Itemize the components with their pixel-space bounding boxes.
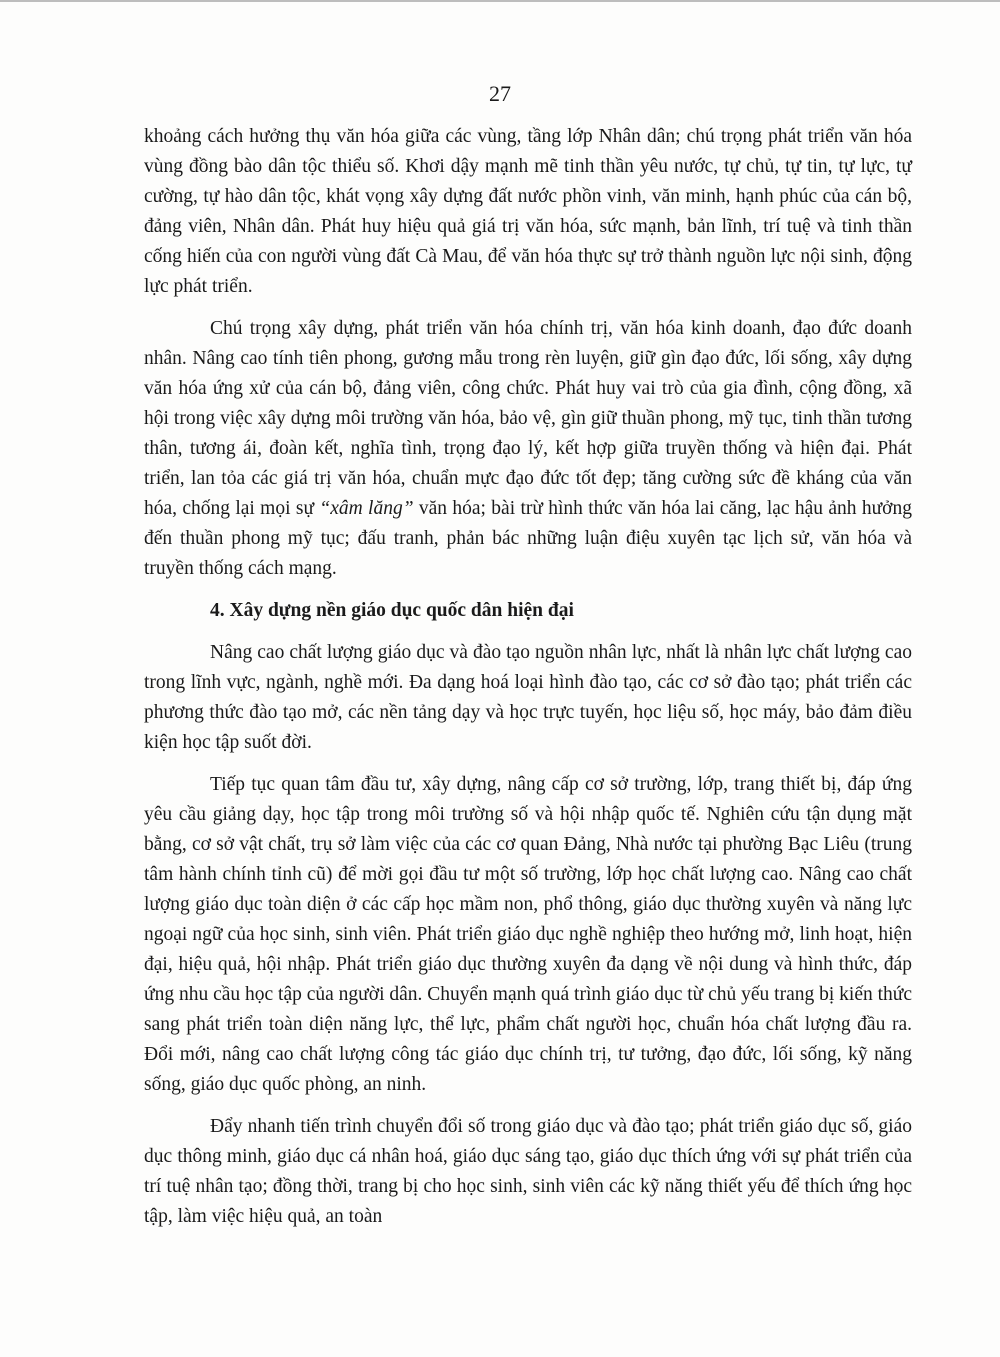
paragraph-text: Chú trọng xây dựng, phát triển văn hóa chính trị, văn hóa kinh doanh, đạo đức doanh nhân. Nâng cao tính tiên phong, gương mẫu trong rèn luyện, giữ gìn đạo đức, lối sống, xây dựng văn hóa ứng xử của cán bộ, đảng viên, công chức. Phát huy vai trò của gia đình, cộng đồng, xã hội trong việc xây dựng môi trường văn hóa, bảo vệ, gìn giữ thuần phong, mỹ tục, tinh thần tương thân, tương ái, đoàn kết, nghĩa tình, trọng đạo lý, kết hợp giữa truyền thống và hiện đại. Phát triển, lan tỏa các giá trị văn hóa, chuẩn mực đạo đức tốt đẹp; tăng cường sức đề kháng của văn hóa, chống lại mọi sự (144, 318, 912, 519)
paragraph-education-quality: Nâng cao chất lượng giáo dục và đào tạo nguồn nhân lực, nhất là nhân lực chất lượng cao trong lĩnh vực, ngành, nghề mới. Đa dạng hoá loại hình đào tạo, các cơ sở đào tạo; phát triển các phương thức đào tạo mở, các nền tảng dạy và học trực tuyến, học liệu số, học máy, bảo đảm điều kiện học tập suốt đời. (144, 642, 912, 753)
paragraph-culture-continuation: khoảng cách hưởng thụ văn hóa giữa các vùng, tầng lớp Nhân dân; chú trọng phát triển văn hóa vùng đồng bào dân tộc thiểu số. Khơi dậy mạnh mẽ tinh thần yêu nước, tự chủ, tự tin, tự lực, tự cường, tự hào dân tộc, khát vọng xây dựng đất nước phồn vinh, văn minh, hạnh phúc của cán bộ, đảng viên, Nhân dân. Phát huy hiệu quả giá trị văn hóa, sức mạnh, bản lĩnh, trí tuệ và tinh thần cống hiến của con người vùng đất Cà Mau, để văn hóa thực sự trở thành nguồn lực nội sinh, động lực phát triển. (144, 126, 912, 297)
document-body (144, 122, 912, 1244)
paragraph-education-investment: Tiếp tục quan tâm đầu tư, xây dựng, nâng cấp cơ sở trường, lớp, trang thiết bị, đáp ứng yêu cầu giảng dạy, học tập trong môi trường số và hội nhập quốc tế. Nghiên cứu tận dụng mặt bằng, cơ sở vật chất, trụ sở làm việc của các cơ quan Đảng, Nhà nước tại phường Bạc Liêu (trung tâm hành chính tỉnh cũ) để mời gọi đầu tư một số trường, lớp học chất lượng cao. Nâng cao chất lượng giáo dục toàn diện ở các cấp học mầm non, phổ thông, giáo dục thường xuyên và năng lực ngoại ngữ của học sinh, sinh viên. Phát triển giáo dục nghề nghiệp theo hướng mở, linh hoạt, hiện đại, hiệu quả, hội nhập. Phát triển giáo dục thường xuyên đa dạng về nội dung và hình thức, đáp ứng nhu cầu học tập của người dân. Chuyển mạnh quá trình giáo dục từ chủ yếu trang bị kiến thức sang phát triển toàn diện năng lực, thể lực, phẩm chất người học, chuẩn hóa chất lượng đầu ra. Đổi mới, nâng cao chất lượng công tác giáo dục chính trị, tư tưởng, đạo đức, lối sống, kỹ năng sống, giáo dục quốc phòng, an ninh. (144, 774, 912, 1095)
quoted-term: “xâm lăng” (319, 498, 414, 519)
paragraph-digital-transformation: Đẩy nhanh tiến trình chuyển đổi số trong giáo dục và đào tạo; phát triển giáo dục số, giáo dục thông minh, giáo dục cá nhân hoá, giáo dục sáng tạo, giáo dục thích ứng với sự phát triển của trí tuệ nhân tạo; đồng thời, trang bị cho học sinh, sinh viên các kỹ năng thiết yếu để thích ứng học tập, làm việc hiệu quả, an toàn (144, 1116, 912, 1227)
page-number: 27 (489, 81, 511, 106)
top-scan-edge (0, 0, 1000, 2)
paragraph-text: văn hóa; bài trừ hình thức văn hóa lai căng, lạc hậu ảnh hưởng đến thuần phong mỹ tục; đấu tranh, phản bác những luận điệu xuyên tạc lịch sử, văn hóa và truyền thống cách mạng. (144, 498, 912, 579)
section-heading-4: 4. Xây dựng nền giáo dục quốc dân hiện đại (210, 600, 574, 621)
paragraph-political-culture (144, 314, 912, 584)
